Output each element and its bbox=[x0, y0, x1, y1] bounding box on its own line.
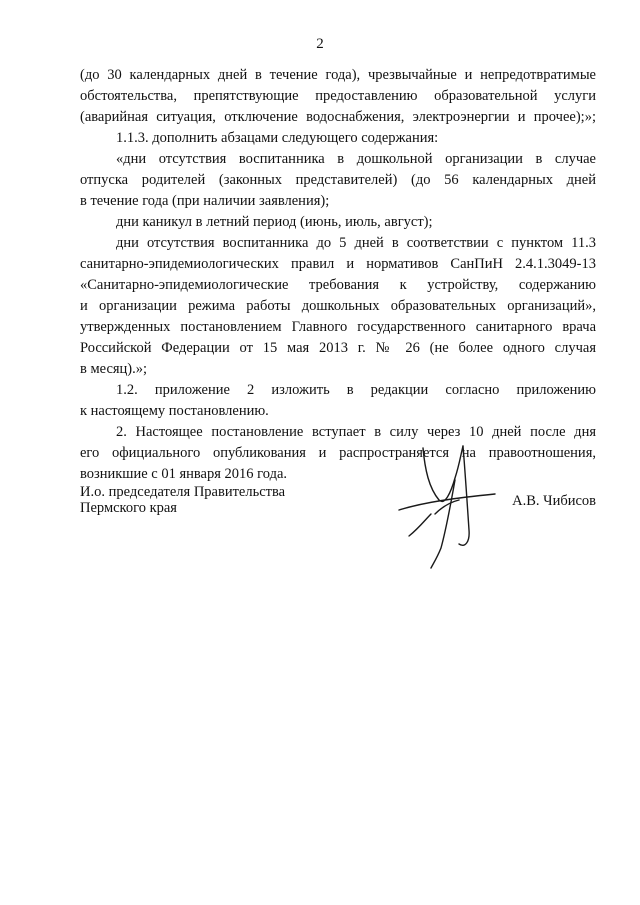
text-line: и организации режима работы дошкольных образовательных организаций», bbox=[80, 298, 596, 314]
text-line: дни каникул в летний период (июнь, июль, август); bbox=[116, 214, 433, 230]
signatory-title-line: И.о. председателя Правительства bbox=[80, 484, 286, 500]
signatory-title-line: Пермского края bbox=[80, 500, 177, 516]
text-line: «дни отсутствия воспитанника в дошкольной организации в случае bbox=[116, 151, 596, 167]
text-line: Российской Федерации от 15 мая 2013 г. № 26 (не более одного случая bbox=[80, 340, 596, 356]
text-line: в месяц).»; bbox=[80, 361, 148, 377]
text-line: обстоятельства, препятствующие предоставлению образовательной услуги bbox=[80, 88, 596, 104]
handwritten-signature bbox=[395, 440, 505, 570]
text-line: (аварийная ситуация, отключение водоснабжения, электроэнергии и прочее);»; bbox=[80, 109, 596, 125]
page-number: 2 bbox=[316, 36, 324, 52]
text-line: в течение года (при наличии заявления); bbox=[80, 193, 330, 209]
text-line: 1.2. приложение 2 изложить в редакции согласно приложению bbox=[116, 382, 596, 398]
text-line: его официального опубликования и распространяется на правоотношения, bbox=[80, 445, 596, 461]
text-line: возникшие с 01 января 2016 года. bbox=[80, 466, 288, 482]
text-line: утвержденных постановлением Главного государственного санитарного врача bbox=[80, 319, 596, 335]
text-line: отпуска родителей (законных представителей) (до 56 календарных дней bbox=[80, 172, 596, 188]
signatory-name: А.В. Чибисов bbox=[512, 493, 596, 509]
text-line: к настоящему постановлению. bbox=[80, 403, 269, 419]
text-line: «Санитарно-эпидемиологические требования к устройству, содержанию bbox=[80, 277, 596, 293]
text-line: 2. Настоящее постановление вступает в силу через 10 дней после дня bbox=[116, 424, 596, 440]
signatory-title bbox=[80, 484, 285, 516]
text-line: санитарно-эпидемиологических правил и нормативов СанПиН 2.4.1.3049-13 bbox=[80, 256, 596, 272]
text-line: 1.1.3. дополнить абзацами следующего содержания: bbox=[116, 130, 439, 146]
text-line: дни отсутствия воспитанника до 5 дней в соответствии с пунктом 11.3 bbox=[116, 235, 596, 251]
text-line: (до 30 календарных дней в течение года), чрезвычайные и непредотвратимые bbox=[80, 67, 596, 83]
